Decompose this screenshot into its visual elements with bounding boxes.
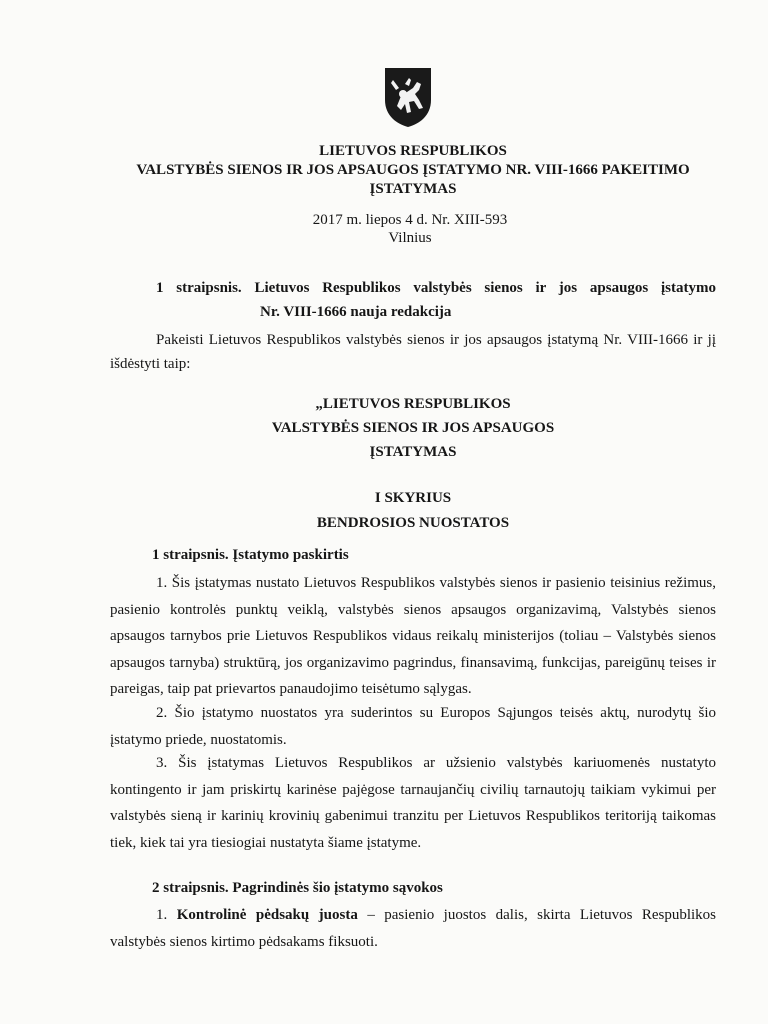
title-line-2: VALSTYBĖS SIENOS IR JOS APSAUGOS ĮSTATYMO NR. VIII-1666 PAKEITIMO: [136, 162, 690, 178]
law-article-2-heading: 2 straipsnis. Pagrindinės šio įstatymo sąvokos: [152, 880, 443, 896]
definition-number: 1.: [156, 907, 168, 923]
article-1-text: Pakeisti Lietuvos Respublikos valstybės sienos ir jos apsaugos įstatymą Nr. VIII-1666 ir jį išdėstyti taip:: [110, 332, 716, 372]
chapter-heading: [110, 486, 716, 536]
chapter-number: I SKYRIUS: [374, 490, 452, 506]
article-1-heading-cont: Nr. VIII-1666 nauja redakcija: [260, 304, 452, 320]
place: Vilnius: [388, 230, 432, 246]
date-number: 2017 m. liepos 4 d. Nr. XIII-593: [312, 212, 508, 228]
coat-of-arms-icon: [383, 66, 433, 128]
law-article-1-paragraph-2: 2. Šio įstatymo nuostatos yra suderintos su Europos Sąjungos teisės aktų, nurodytų šio įstatymo priede, nuostatomis.: [110, 705, 716, 748]
title-line-1: LIETUVOS RESPUBLIKOS: [319, 143, 507, 159]
definition-term: Kontrolinė pėdsakų juosta: [176, 907, 358, 923]
law-meta: [200, 211, 620, 247]
title-line-3: ĮSTATYMAS: [369, 181, 457, 197]
law-title: [110, 142, 716, 199]
law-article-1-paragraph-3: 3. Šis įstatymas Lietuvos Respublikos ar užsienio valstybės kariuomenės nustatyto kontingento ir jam priskirtų karinėse pajėgose tarnaujančių civilių tarnautojų taikiam vykimui per valstybės sieną ir karinių krovinių gabenimui tranzitu per Lietuvos Respublikos teritoriją taikomas tiek, kiek tai yra tiesiogiai nustatyta šiame įstatyme.: [110, 755, 716, 851]
article-1-heading: 1 straipsnis. Lietuvos Respublikos valstybės sienos ir jos apsaugos įstatymo: [156, 280, 716, 296]
new-law-line-2: VALSTYBĖS SIENOS IR JOS APSAUGOS: [271, 420, 555, 436]
new-law-title: [110, 392, 716, 464]
law-article-2-paragraph-1: [110, 902, 716, 955]
new-law-line-3: ĮSTATYMAS: [369, 444, 457, 460]
chapter-title: BENDROSIOS NUOSTATOS: [316, 515, 510, 531]
law-article-1-paragraph-1: 1. Šis įstatymas nustato Lietuvos Respublikos valstybės sienos ir pasienio teisinius režimus, pasienio kontrolės punktų veiklą, valstybės sienos apsaugos organizavimą, Valstybės sienos apsaugos tarnybos prie Lietuvos Respublikos vidaus reikalų ministerijos (toliau – Valstybės sienos apsaugos tarnyba) struktūrą, jos organizavimo pagrindus, finansavimą, funkcijas, pareigūnų teises ir pareigas, taip pat prievartos panaudojimo teisėtumo sąlygas.: [110, 575, 716, 697]
definition-text: – pasienio juostos dalis, skirta Lietuvos Respublikos valstybės sienos kirtimo pėdsakams fiksuoti.: [110, 907, 717, 950]
law-article-1-heading: 1 straipsnis. Įstatymo paskirtis: [152, 547, 349, 563]
new-law-line-1: „LIETUVOS RESPUBLIKOS: [315, 396, 511, 412]
